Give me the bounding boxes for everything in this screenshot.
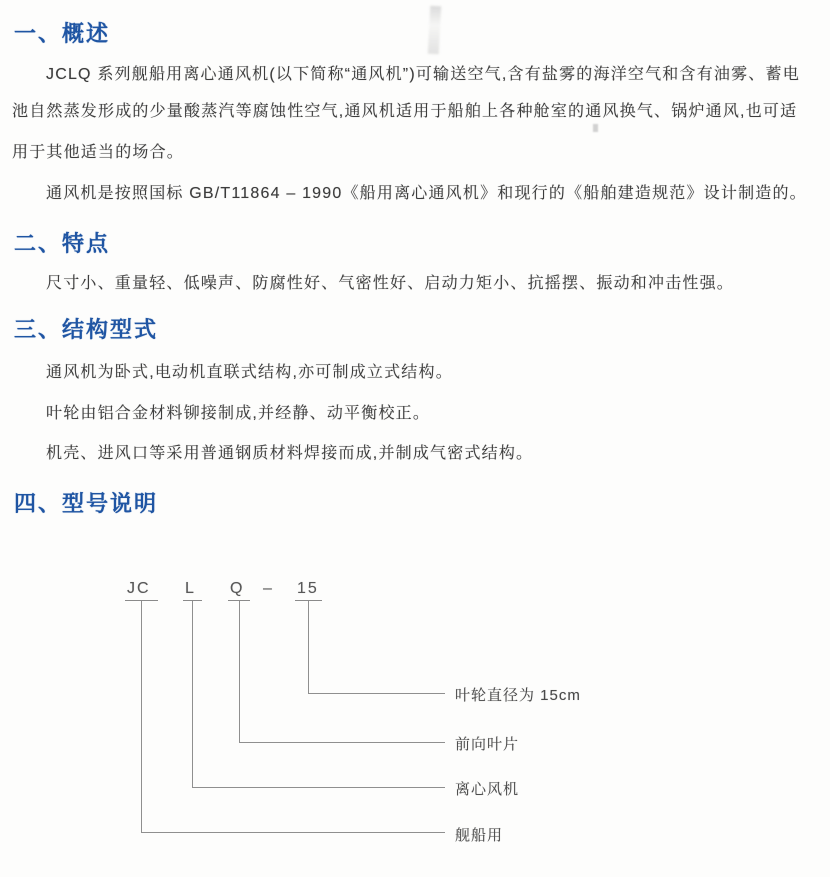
leader-vertical-15 [308,601,309,693]
model-code-part-15: 15 [297,580,319,597]
structure-paragraph-line-1: 通风机为卧式,电动机直联式结构,亦可制成立式结构。 [46,364,453,381]
section-heading-model: 四、型号说明 [14,491,159,516]
callout-label-impeller-diameter: 叶轮直径为 15cm [455,687,581,704]
model-code-part-q: Q [230,580,245,597]
overview-paragraph-line-2: 池自然蒸发形成的少量酸蒸汽等腐蚀性空气,通风机适用于船舶上各种舱室的通风换气、锅炉通风,也可适 [12,103,798,120]
scan-artifact [428,6,441,55]
leader-vertical-q [239,601,240,742]
leader-horizontal-15 [308,693,445,694]
scan-artifact [593,124,598,132]
overview-paragraph-line-4: 通风机是按照国标 GB/T11864 – 1990《船用离心通风机》和现行的《船舶建造规范》设计制造的。 [46,185,807,202]
section-heading-features: 二、特点 [14,231,111,256]
overview-paragraph-line-3: 用于其他适当的场合。 [12,144,185,161]
structure-paragraph-line-2: 叶轮由铝合金材料铆接制成,并经静、动平衡校正。 [46,405,431,422]
leader-vertical-jc [141,601,142,832]
leader-vertical-l [192,601,193,787]
leader-horizontal-l [192,787,445,788]
structure-paragraph-line-3: 机壳、进风口等采用普通钢质材料焊接而成,并制成气密式结构。 [46,445,534,462]
callout-label-centrifugal-fan: 离心风机 [455,781,520,798]
model-code-part-jc: JC [127,580,151,597]
model-code-dash: – [263,580,274,597]
callout-label-ship-use: 舰船用 [455,827,504,844]
leader-horizontal-jc [141,832,445,833]
features-paragraph-line-1: 尺寸小、重量轻、低噪声、防腐性好、气密性好、启动力矩小、抗摇摆、振动和冲击性强。 [46,275,735,292]
section-heading-structure: 三、结构型式 [14,317,159,342]
section-heading-overview: 一、概述 [14,21,111,46]
leader-horizontal-q [239,742,445,743]
overview-paragraph-line-1: JCLQ 系列舰船用离心通风机(以下简称“通风机”)可输送空气,含有盐雾的海洋空气和含有油雾、蓄电 [46,66,800,83]
callout-label-forward-blade: 前向叶片 [455,736,520,753]
model-code-part-l: L [185,580,196,597]
